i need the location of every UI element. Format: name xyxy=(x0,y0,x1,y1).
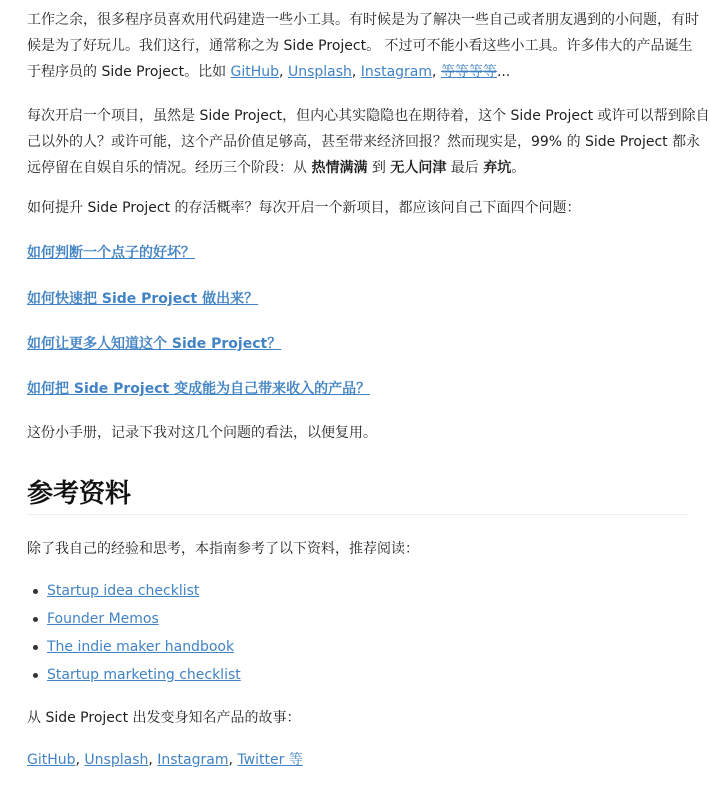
list-item xyxy=(27,662,241,690)
references-list xyxy=(27,578,241,690)
link-etc[interactable]: 等等等等 xyxy=(440,64,497,80)
lifecycle-paragraph xyxy=(27,103,710,181)
separator: , xyxy=(432,64,441,80)
ref-link-indie-maker-handbook[interactable]: The indie maker handbook xyxy=(47,639,235,655)
handbook-note: 这份小手册，记录下我对这几个问题的看法，以便复用。 xyxy=(27,425,377,441)
intro-line-3-prefix: 于程序员的 Side Project。比如 xyxy=(27,64,231,80)
question-link-2[interactable]: 如何快速把 Side Project 做出来？ xyxy=(27,291,259,307)
intro-line-2: 候是为了好玩儿。我们这行，通常称之为 Side Project。 不过可不能小看这些小工具。许多伟大的产品诞生 xyxy=(27,38,693,54)
intro-line-1: 工作之余，很多程序员喜欢用代码建造一些小工具。有时候是为了解决一些自己或者朋友遇到的小问题，有时 xyxy=(27,12,699,28)
separator: , xyxy=(228,752,238,768)
question-link-4[interactable]: 如何把 Side Project 变成能为自己带来收入的产品？ xyxy=(27,381,371,397)
para2-line-1: 每次开启一个项目，虽然是 Side Project，但内心其实隐隐也在期待着，这个 Side Project 或许可以帮到除自 xyxy=(27,108,710,124)
story-links xyxy=(27,747,303,773)
stage-enthusiasm: 热情满满 xyxy=(311,160,368,176)
list-item xyxy=(27,578,241,606)
story-link-unsplash[interactable]: Unsplash xyxy=(84,752,149,768)
link-unsplash[interactable]: Unsplash xyxy=(287,64,352,80)
section-heading: 参考资料 xyxy=(27,479,132,509)
separator: , xyxy=(351,64,361,80)
questions-intro: 如何提升 Side Project 的存活概率？每次开启一个新项目，都应该问自己下面四个问题： xyxy=(27,200,581,216)
separator: , xyxy=(75,752,85,768)
separator: , xyxy=(279,64,288,80)
last-word: 最后 xyxy=(446,160,484,176)
ellipsis: ... xyxy=(496,64,511,80)
para2-line-2: 己以外的人？或许可能，这个产品价值足够高，甚至带来经济回报？然而现实是，99% 的 Side Project 都永 xyxy=(27,134,701,150)
references-intro: 除了我自己的经验和思考，本指南参考了以下资料，推荐阅读： xyxy=(27,541,419,557)
question-link-3[interactable]: 如何让更多人知道这个 Side Project？ xyxy=(27,336,282,352)
list-item xyxy=(27,606,241,634)
heading-divider xyxy=(27,514,689,515)
stage-ignored: 无人问津 xyxy=(390,160,447,176)
para2-line-3-prefix: 远停留在自娱自乐的情况。经历三个阶段：从 xyxy=(27,160,312,176)
story-link-github[interactable]: GitHub xyxy=(27,752,76,768)
intro-paragraph xyxy=(27,7,699,85)
link-instagram[interactable]: Instagram xyxy=(360,64,433,80)
question-link-1[interactable]: 如何判断一个点子的好坏？ xyxy=(27,245,195,261)
ref-link-startup-idea-checklist[interactable]: Startup idea checklist xyxy=(47,583,200,599)
to-word: 到 xyxy=(367,160,391,176)
link-github[interactable]: GitHub xyxy=(230,64,280,80)
para2-line-3 xyxy=(27,155,710,181)
ref-link-founder-memos[interactable]: Founder Memos xyxy=(47,611,159,627)
stage-abandoned: 弃坑 xyxy=(483,160,512,176)
story-link-instagram[interactable]: Instagram xyxy=(157,752,229,768)
list-item xyxy=(27,634,241,662)
period: 。 xyxy=(511,160,526,176)
stories-label: 从 Side Project 出发变身知名产品的故事： xyxy=(27,710,301,726)
intro-line-3 xyxy=(27,59,699,85)
separator: , xyxy=(148,752,158,768)
story-link-twitter[interactable]: Twitter 等 xyxy=(237,752,303,768)
ref-link-startup-marketing-checklist[interactable]: Startup marketing checklist xyxy=(47,667,241,683)
